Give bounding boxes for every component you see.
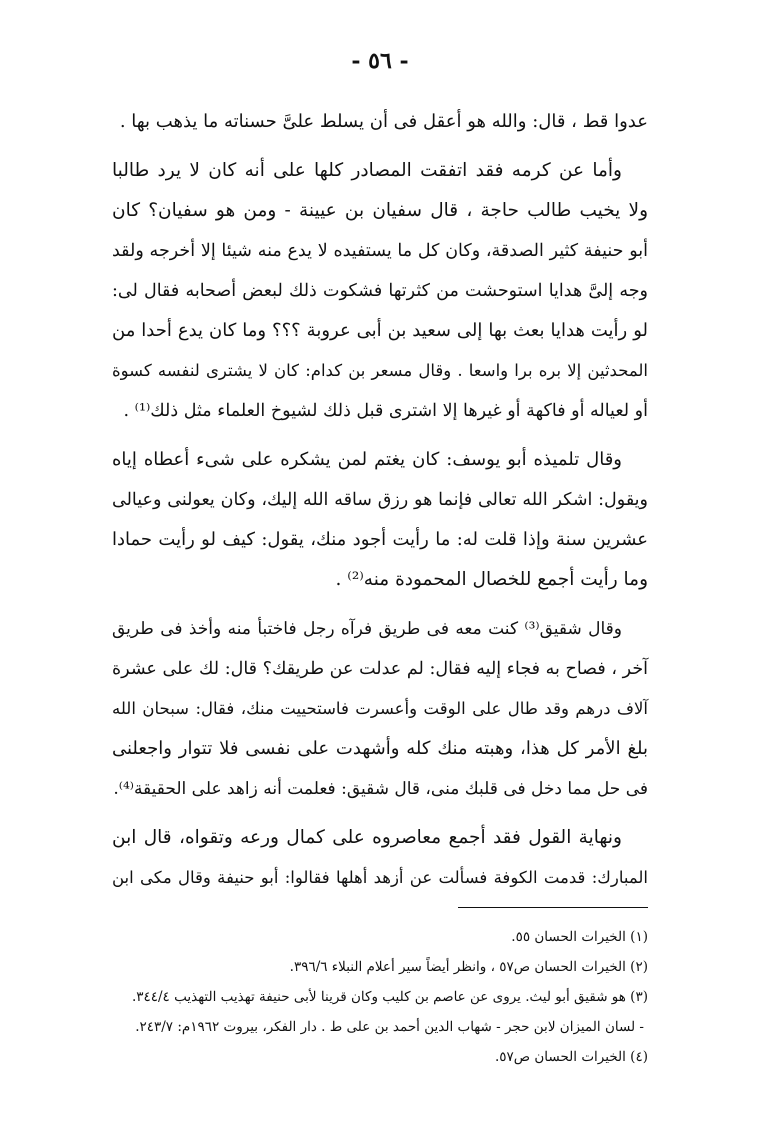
body-text bbox=[112, 102, 648, 907]
text-line: المحدثين إلا بره برا واسعا . وقال مسعر بن كدام: كان لا يشترى لنفسه كسوة bbox=[112, 361, 648, 380]
text-line: آلاف درهم وقد طال على الوقت وأعسرت فاستحييت منك، فقال: سبحان الله bbox=[112, 699, 648, 718]
text-line: ويقول: اشكر الله تعالى فإنما هو رزق ساقه الله إليك، وكان يعولنى وعيالى bbox=[112, 490, 648, 510]
footnotes bbox=[112, 922, 648, 1072]
text-line: وقال شقيق⁽³⁾ كنت معه فى طريق فرآه رجل فاختبأ منه وأخذ فى طريق bbox=[112, 619, 622, 639]
text-line: عدوا قط ، قال: والله هو أعقل فى أن يسلط علىَّ حسناته ما يذهب بها . bbox=[119, 111, 648, 132]
text-line: عشرين سنة وإذا قلت له: ما رأيت أجود منك، يقول: كيف لو رأيت حمادا bbox=[112, 529, 648, 550]
paragraph-4 bbox=[112, 609, 648, 809]
page-number: - ٥٦ - bbox=[351, 48, 409, 74]
text-line: وأما عن كرمه فقد اتفقت المصادر كلها على أنه كان لا يرد طالبا bbox=[112, 160, 622, 181]
text-line: ونهاية القول فقد أجمع معاصروه على كمال ورعه وتقواه، قال ابن bbox=[112, 827, 622, 848]
footnote-1: (١) الخيرات الحسان ٥٥. bbox=[511, 929, 648, 945]
footnote-divider bbox=[458, 907, 648, 908]
text-line: آخر ، فصاح به فجاء إليه فقال: لم عدلت عن طريقك؟ قال: لك على عشرة bbox=[112, 659, 648, 679]
text-line: أبو حنيفة كثير الصدقة، وكان كل ما يستفيده لا يدع منه شيئا إلا أخرجه ولقد bbox=[112, 241, 648, 261]
paragraph-3 bbox=[112, 440, 648, 600]
text-line: بلغ الأمر كل هذا، وهبته منك كله وأشهدت على نفسى فلا تتوار واجعلنى bbox=[112, 738, 648, 759]
footnote-4: (٤) الخيرات الحسان ص٥٧. bbox=[494, 1049, 648, 1065]
paragraph-5 bbox=[112, 818, 648, 898]
text-line: أو لعياله أو فاكهة أو غيرها إلا اشترى قبل ذلك لشيوخ العلماء مثل ذلك⁽¹⁾ . bbox=[123, 401, 648, 421]
text-line: لو رأيت هدايا بعث بها إلى سعيد بن أبى عروبة ؟؟؟ وما كان يدع أحدا من bbox=[112, 320, 648, 341]
paragraph-1 bbox=[112, 102, 648, 142]
text-line: المبارك: قدمت الكوفة فسألت عن أزهد أهلها فقالوا: أبو حنيفة وقال مكى ابن bbox=[112, 868, 648, 887]
footnote-3-continued: - لسان الميزان لابن حجر - شهاب الدين أحمد بن على ط . دار الفكر، بيروت ١٩٦٢م: ٢٤٣/٧. bbox=[135, 1019, 644, 1035]
text-line: وقال تلميذه أبو يوسف: كان يغتم لمن يشكره على شىء أعطاه إياه bbox=[112, 449, 622, 470]
footnote-2: (٢) الخيرات الحسان ص٥٧ ، وانظر أيضاً سير أعلام النبلاء ٣٩٦/٦. bbox=[289, 959, 648, 975]
text-line: وما رأيت أجمع للخصال المحمودة منه⁽²⁾ . bbox=[335, 569, 648, 590]
text-line: وجه إلىَّ هدايا استوحشت من كثرتها فشكوت ذلك لبعض أصحابه فقال لى: bbox=[112, 281, 648, 301]
paragraph-2 bbox=[112, 151, 648, 431]
text-line: فى حل مما دخل فى قلبك منى، قال شقيق: فعلمت أنه زاهد على الحقيقة⁽⁴⁾. bbox=[113, 779, 648, 799]
text-line: ولا يخيب طالب حاجة ، قال سفيان بن عيينة - ومن هو سفيان؟ كان bbox=[112, 200, 648, 221]
footnote-3: (٣) هو شقيق أبو ليث. يروى عن عاصم بن كليب وكان قرينا لأبى حنيفة تهذيب التهذيب ٣٤٤/٤. bbox=[131, 989, 648, 1005]
